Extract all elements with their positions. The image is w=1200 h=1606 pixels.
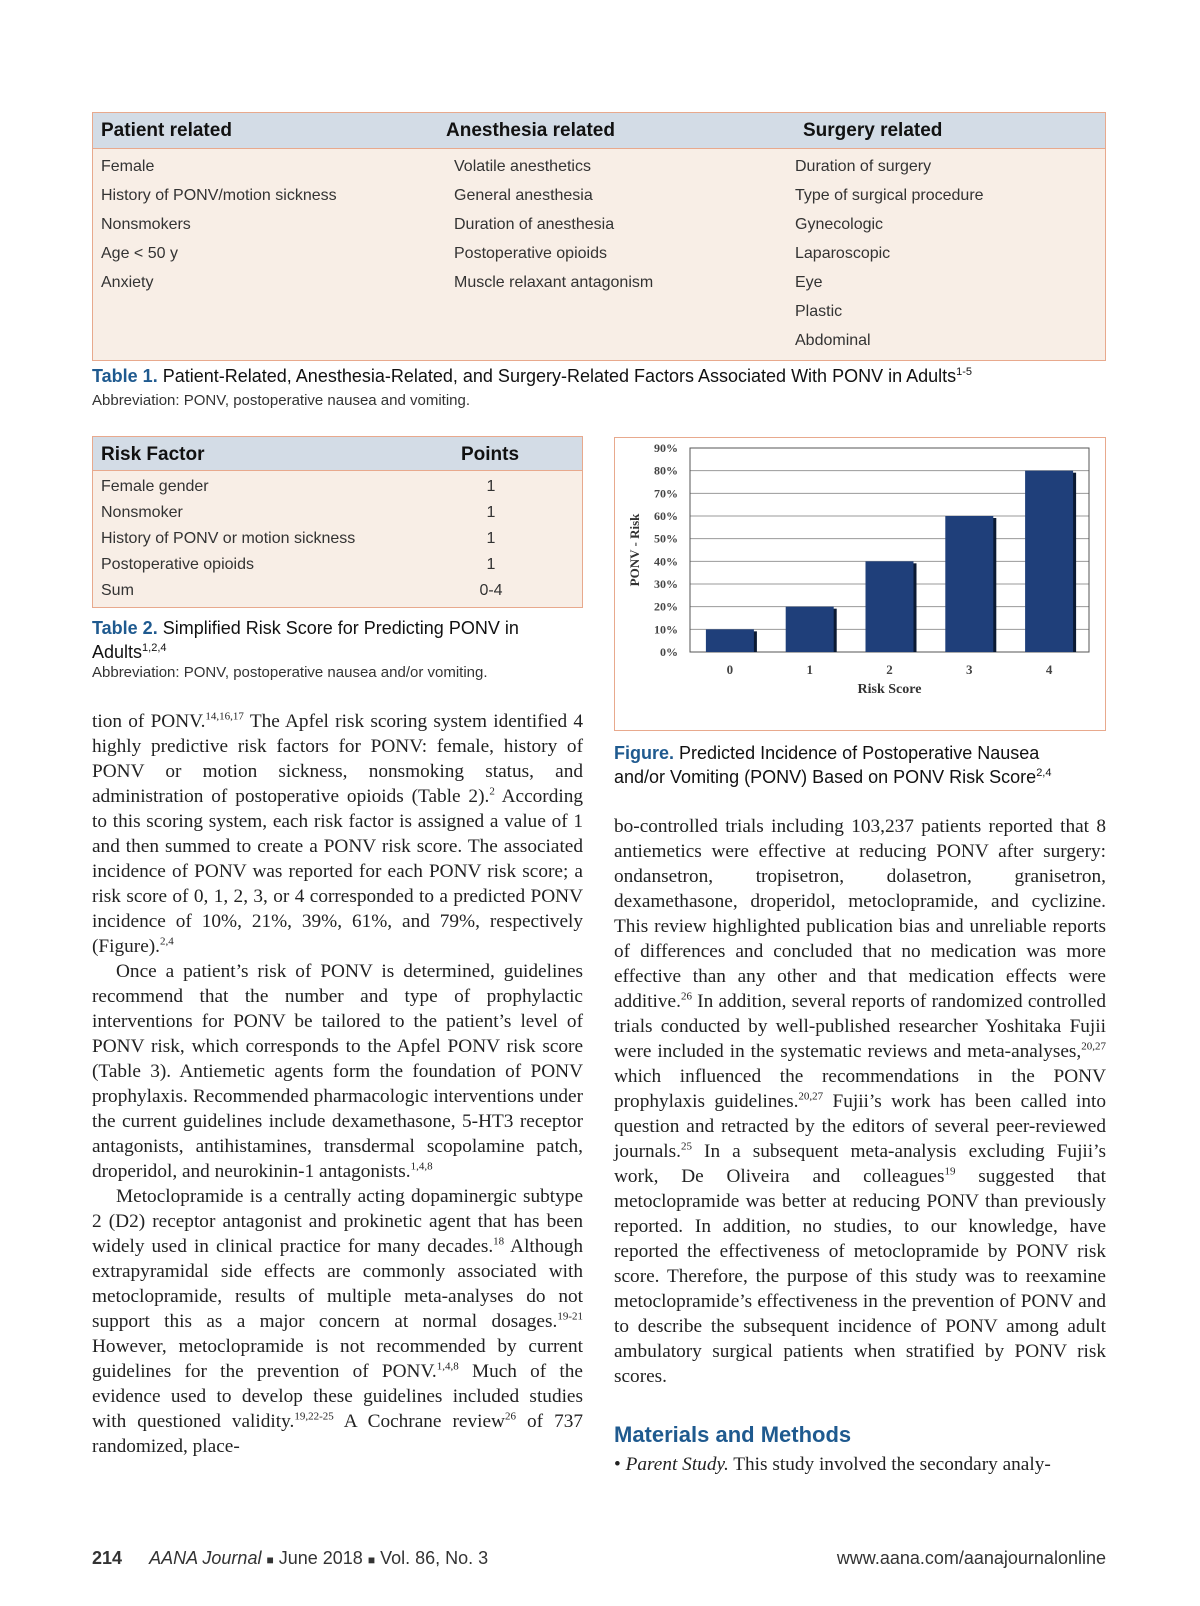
table-2-header	[93, 437, 582, 471]
page-number: 214	[92, 1548, 123, 1568]
section-heading: Materials and Methods	[614, 1422, 852, 1447]
citation-refs: 19	[944, 1165, 956, 1178]
points-cell: 1	[486, 478, 496, 495]
y-tick-label: 10%	[654, 622, 678, 637]
table-cell: Type of surgical procedure	[795, 187, 984, 204]
journal-url[interactable]: www.aana.com/aanajournalonline	[836, 1548, 1106, 1568]
right-column-text	[614, 814, 1106, 1389]
table-cell: Laparoscopic	[795, 245, 891, 262]
journal-name: AANA Journal	[149, 1548, 262, 1568]
y-tick-label: 60%	[654, 509, 678, 523]
text-run: bo-controlled trials including 103,237 patients reported that 8 antiemetics were effective at reducing PONV after surgery: ondansetron, tropisetron, dolasetron, granisetron, dexamethasone, droperidol, metoclopramide, and cyclizine. This review highlighted publication bias and unreliable reports of differences and concluded that no medication was more effective than any other and that medication effects were additive.	[614, 816, 1106, 1012]
table-cell: Volatile anesthetics	[454, 158, 591, 175]
table-cell: Anxiety	[101, 274, 154, 291]
y-tick-label: 0%	[660, 645, 678, 659]
separator: ■	[266, 1553, 274, 1567]
table-cell: Female	[101, 158, 155, 175]
table-cell: Duration of anesthesia	[454, 216, 615, 233]
text-run: In a subsequent meta-analysis excluding Fujii’s work, De Oliveira and colleagues	[614, 1141, 1106, 1187]
text-run: suggested that metoclopramide was better at reducing PONV than previously reported. In addition, no studies, to our knowledge, have reported the effectiveness of metoclopramide by PONV risk score. Therefore, the purpose of this study was to reexamine metoclopramide’s effectiveness in the prevention of PONV and to describe the subsequent incidence of PONV among adult ambulatory surgical patients when stratified by PONV risk scores.	[614, 1166, 1106, 1387]
x-tick-label: 0	[726, 662, 734, 677]
left-column-text	[92, 709, 583, 1459]
citation-refs: 2	[489, 785, 495, 798]
table-cell: Nonsmokers	[101, 216, 191, 233]
bullet: •	[614, 1454, 621, 1475]
y-tick-label: 80%	[654, 463, 678, 478]
paragraph	[92, 1184, 583, 1459]
bar-chart	[615, 438, 1105, 730]
points-cell: 1	[486, 504, 496, 521]
citation-refs: 1,4,8	[410, 1160, 433, 1173]
risk-factor-cell: Postoperative opioids	[101, 556, 254, 573]
table-2-caption	[92, 616, 583, 664]
risk-factor-cell: Sum	[101, 582, 134, 599]
header-surgery-related: Surgery related	[803, 120, 943, 141]
header-risk-factor: Risk Factor	[101, 444, 205, 465]
figure-bar-chart	[614, 437, 1106, 731]
page-footer	[92, 1548, 488, 1569]
table-row	[101, 556, 571, 574]
y-tick-label: 50%	[654, 531, 678, 546]
y-axis-label: PONV - Risk	[627, 513, 642, 587]
bar	[866, 561, 914, 652]
bar	[786, 607, 834, 652]
anesthesia-related-column	[454, 157, 653, 302]
header-points: Points	[461, 444, 520, 465]
points-cell: 1	[486, 530, 496, 547]
bar	[1025, 471, 1073, 652]
x-tick-label: 3	[966, 662, 973, 677]
table-row	[101, 582, 571, 600]
citation-refs: 25	[680, 1140, 692, 1153]
bar	[706, 629, 754, 652]
citation-refs: 14,16,17	[205, 710, 244, 723]
table-cell: Duration of surgery	[795, 158, 932, 175]
text-run: According to this scoring system, each risk factor is assigned a value of 1 and then summed to create a PONV risk score. The associated incidence of PONV was reported for each PONV risk score; a risk score of 0, 1, 2, 3, or 4 corresponded to a predicted PONV incidence of 10%, 21%, 39%, 61%, and 79%, respectively (Figure).	[92, 786, 584, 957]
table-1-abbreviation: Abbreviation: PONV, postoperative nausea and vomiting.	[92, 392, 471, 409]
issue-date: June 2018	[278, 1548, 363, 1568]
text-run: Although extrapyramidal side effects are commonly associated with metoclopramide, results of multiple meta-analyses do not support this as a major concern at normal dosages.	[92, 1236, 583, 1332]
y-tick-label: 70%	[654, 486, 678, 501]
text-run: The Apfel risk scoring system identified 4 highly predictive risk factors for PONV: female, history of PONV or motion sickness, nonsmoking status, and administration of postoperative opioids (Table 2).	[92, 711, 583, 807]
table-cell: Age < 50 y	[101, 245, 178, 262]
table-1-caption	[92, 366, 1106, 387]
citation-refs: 2,4	[160, 935, 174, 948]
x-tick-label: 4	[1045, 662, 1053, 677]
paragraph	[614, 814, 1106, 1389]
figure-caption	[614, 741, 1106, 789]
caption-label: Table 2.	[92, 618, 158, 638]
table-cell: History of PONV/motion sickness	[101, 187, 337, 204]
surgery-related-column	[795, 157, 984, 360]
table-1-header	[93, 113, 1105, 149]
x-axis-label: Risk Score	[857, 682, 922, 697]
x-tick-label: 1	[806, 662, 813, 677]
caption-label: Table 1.	[92, 366, 158, 386]
table-2-abbreviation: Abbreviation: PONV, postoperative nausea and/or vomiting.	[92, 664, 488, 681]
paragraph	[92, 959, 583, 1184]
header-anesthesia-related: Anesthesia related	[446, 120, 615, 141]
citation-refs: 26	[504, 1410, 516, 1423]
table-cell: Plastic	[795, 303, 843, 320]
separator: ■	[367, 1553, 376, 1567]
header-patient-related: Patient related	[101, 120, 232, 141]
text-run: Much of the evidence used to develop these guidelines included studies with questioned validity.	[92, 1361, 583, 1432]
subsection-heading: Parent Study.	[625, 1454, 729, 1475]
table-1	[92, 112, 1106, 361]
y-tick-label: 20%	[654, 599, 678, 614]
subsection-line	[614, 1452, 1106, 1477]
caption-line: Predicted Incidence of Postoperative Nausea	[679, 743, 1040, 763]
caption-refs: 2,4	[1036, 767, 1052, 779]
bar	[945, 516, 993, 652]
text-run: In addition, several reports of randomized controlled trials conducted by well-published researcher Yoshitaka Fujii were included in the systematic reviews and meta-analyses,	[614, 991, 1106, 1062]
citation-refs: 19,22-25	[294, 1410, 334, 1423]
table-cell: Gynecologic	[795, 216, 884, 233]
caption-line: Adults	[92, 642, 143, 662]
citation-refs: 20,27	[1081, 1040, 1106, 1053]
risk-factor-cell: History of PONV or motion sickness	[101, 530, 356, 547]
table-row	[101, 478, 571, 496]
y-tick-label: 30%	[654, 577, 678, 591]
risk-factor-cell: Female gender	[101, 478, 209, 495]
table-cell: Eye	[795, 274, 823, 291]
x-tick-label: 2	[886, 662, 893, 677]
table-row	[101, 504, 571, 522]
table-row	[101, 530, 571, 548]
y-tick-label: 40%	[654, 554, 678, 569]
text-run: Fujii’s work has been called into question and retracted by the editors of several peer-reviewed journals.	[614, 1091, 1107, 1162]
text-run: Once a patient’s risk of PONV is determined, guidelines recommend that the number and type of prophylactic interventions for PONV be tailored to the patient’s level of PONV risk, which corresponds to the Apfel PONV risk score (Table 3). Antiemetic agents form the foundation of PONV prophylaxis. Recommended pharmacologic interventions under the current guidelines include dexamethasone, 5-HT3 receptor antagonists, antihistamines, transdermal scopolamine patch, droperidol, and neurokinin-1 antagonists.	[92, 961, 583, 1182]
table-cell: General anesthesia	[454, 187, 593, 204]
caption-line: Simplified Risk Score for Predicting PONV in	[162, 618, 519, 638]
paragraph	[92, 709, 583, 959]
citation-refs: 1,4,8	[436, 1360, 459, 1373]
points-cell: 1	[486, 556, 496, 573]
text-run: tion of PONV.	[92, 711, 206, 732]
table-cell: Muscle relaxant antagonism	[454, 274, 654, 291]
text-run: which influenced the recommendations in the PONV prophylaxis guidelines.	[614, 1066, 1106, 1112]
points-cell: 0-4	[479, 582, 503, 599]
caption-refs: 1-5	[956, 366, 973, 378]
table-cell: Abdominal	[795, 332, 871, 349]
y-tick-label: 90%	[654, 441, 678, 455]
text-run: However, metoclopramide is not recommended by current guidelines for the prevention of PONV.	[92, 1336, 583, 1382]
caption-refs: 1,2,4	[142, 642, 167, 654]
table-2	[92, 436, 583, 608]
table-cell: Postoperative opioids	[454, 245, 607, 262]
patient-related-column	[101, 157, 337, 302]
subsection-text: This study involved the secondary analy-	[728, 1454, 1051, 1475]
citation-refs: 20,27	[798, 1090, 824, 1103]
text-run: A Cochrane review	[333, 1411, 505, 1432]
risk-factor-cell: Nonsmoker	[101, 504, 183, 521]
caption-label: Figure.	[614, 743, 675, 763]
text-run: Metoclopramide is a centrally acting dopaminergic subtype 2 (D2) receptor antagonist and prokinetic agent that has been widely used in clinical practice for many decades.	[92, 1186, 583, 1257]
text-run: of 737 randomized, place-	[92, 1411, 583, 1457]
citation-refs: 18	[493, 1235, 505, 1248]
caption-text: Patient-Related, Anesthesia-Related, and Surgery-Related Factors Associated With PONV in Adults	[162, 366, 957, 386]
citation-refs: 26	[680, 990, 692, 1003]
caption-line: and/or Vomiting (PONV) Based on PONV Risk Score	[614, 767, 1037, 787]
citation-refs: 19-21	[557, 1310, 583, 1323]
volume-number: Vol. 86, No. 3	[380, 1548, 489, 1568]
